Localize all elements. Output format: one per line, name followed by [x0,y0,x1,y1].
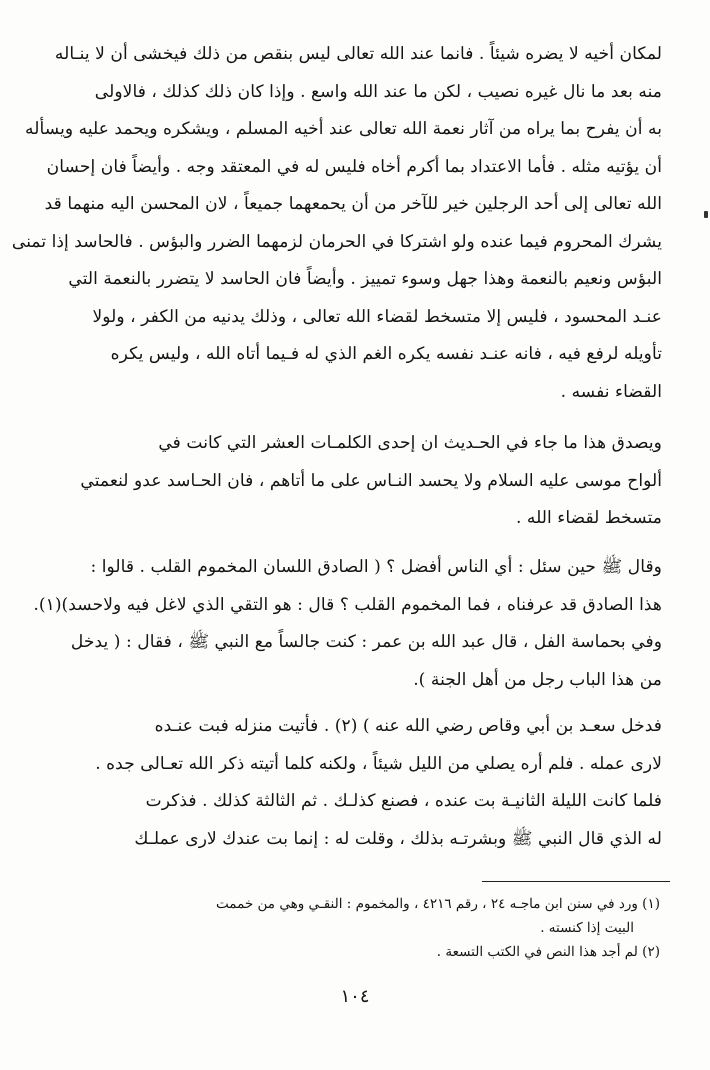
text-line: لارى عمله . فلم أره يصلي من الليل شيئاً ، ولكنه كلما أتيته ذكر الله تعـالى جده . [95,753,662,774]
footnote-line: البيت إذا كنسته . [540,920,634,936]
text-line: عنـد المحسود ، فليس إلا متسخط لقضاء الله تعالى ، وذلك يدنيه من الكفر ، ولولا [92,306,662,327]
text-line: لمكان أخيه لا يضره شيئاً . فانما عند الله تعالى ليس بنقص من ذلك فيخشى أن لا ينـاله [54,44,662,64]
footnote-separator [482,881,670,882]
text-line: القضاء نفسه . [560,381,662,402]
text-line: ويصدق هذا ما جاء في الحـديث ان إحدى الكلمـات العشر التي كانت في [158,433,662,453]
footnotes [54,892,660,964]
text-line: من هذا الباب رجل من أهل الجنة ). [413,669,662,690]
text-line: يشرك المحروم فيما عنده ولو اشتركا في الحرمان لزمهما الضرر والبؤس . فالحاسد إذا تمنى [11,231,662,252]
text-line: الله تعالى إلى أحد الرجلين خير للآخر من أن يحمعهما جميعاً ، لان المحسن اليه منهما قد [44,194,662,214]
text-line: له الذي قال النبي ﷺ وبشرتـه بذلك ، وقلت له : إنما بت عندك لارى عملـك [134,828,662,849]
text-line: متسخط لقضاء الله . [515,508,662,528]
text-line: فلما كانت الليلة الثانيـة بت عنده ، فصنع كذلـك . ثم الثالثة كذلك . فذكرت [145,791,662,811]
paragraph-envy [11,36,662,411]
text-line: وقال ﷺ حين سئل : أي الناس أفضل ؟ ( الصادق اللسان المخموم القلب . قالوا : [90,557,662,577]
text-line: وفي بحماسة الفل ، قال عبد الله بن عمر : كنت جالساً مع النبي ﷺ ، فقال : ( يدخل [70,632,662,652]
text-line: به أن يفرح بما يراه من آثار نعمة الله تعالى عند أخيه المسلم ، ويشكره ويحمد عليه ويسأله [25,119,662,139]
text-line: أن يؤتيه مثله . فأما الاعتداد بما أكرم أخاه فليس له في المعتقد وجه . وأيضاً فان إحسان [46,156,662,177]
text-line: تأويله لرفع فيه ، فانه عنـد نفسه يكره الغم الذي له فـيما أتاه الله ، وليس يكره [110,344,662,364]
text-line: ألواح موسى عليه السلام ولا يحسد النـاس على ما أتاهم ، فان الحـاسد عدو لنعمتي [80,470,662,491]
footnote-line: (٢) لم أجد هذا النص في الكتب التسعة . [436,944,660,960]
text-line: هذا الصادق قد عرفناه ، فما المخموم القلب ؟ قال : هو التقي الذي لاغل فيه ولاحسد)(١). [33,594,662,615]
page-number: ١٠٤ [340,986,370,1007]
footnote-line: (١) ورد في سنن ابن ماجـه ٢٤ ، رقم ٤٢١٦ ، والمخموم : النقـي وهي من خممت [216,896,660,912]
text-line: منه بعد ما نال غيره نصيب ، لكن ما عند الله واسع . وإذا كان ذلك كذلك ، فالاولى [94,81,662,102]
paragraph-hadith-moses [48,425,662,538]
text-line: فدخل سعـد بن أبي وقاص رضي الله عنه ) (٢) . فأتيت منزله فبت عنـده [154,716,662,736]
margin-mark [704,211,708,218]
paragraph-saad-story [48,708,662,858]
paragraph-best-of-people [33,549,662,699]
text-line: البؤس ونعيم بالنعمة وهذا جهل وسوء تمييز . وأيضاً فان الحاسد لا يتضرر بالنعمة التي [68,269,662,289]
